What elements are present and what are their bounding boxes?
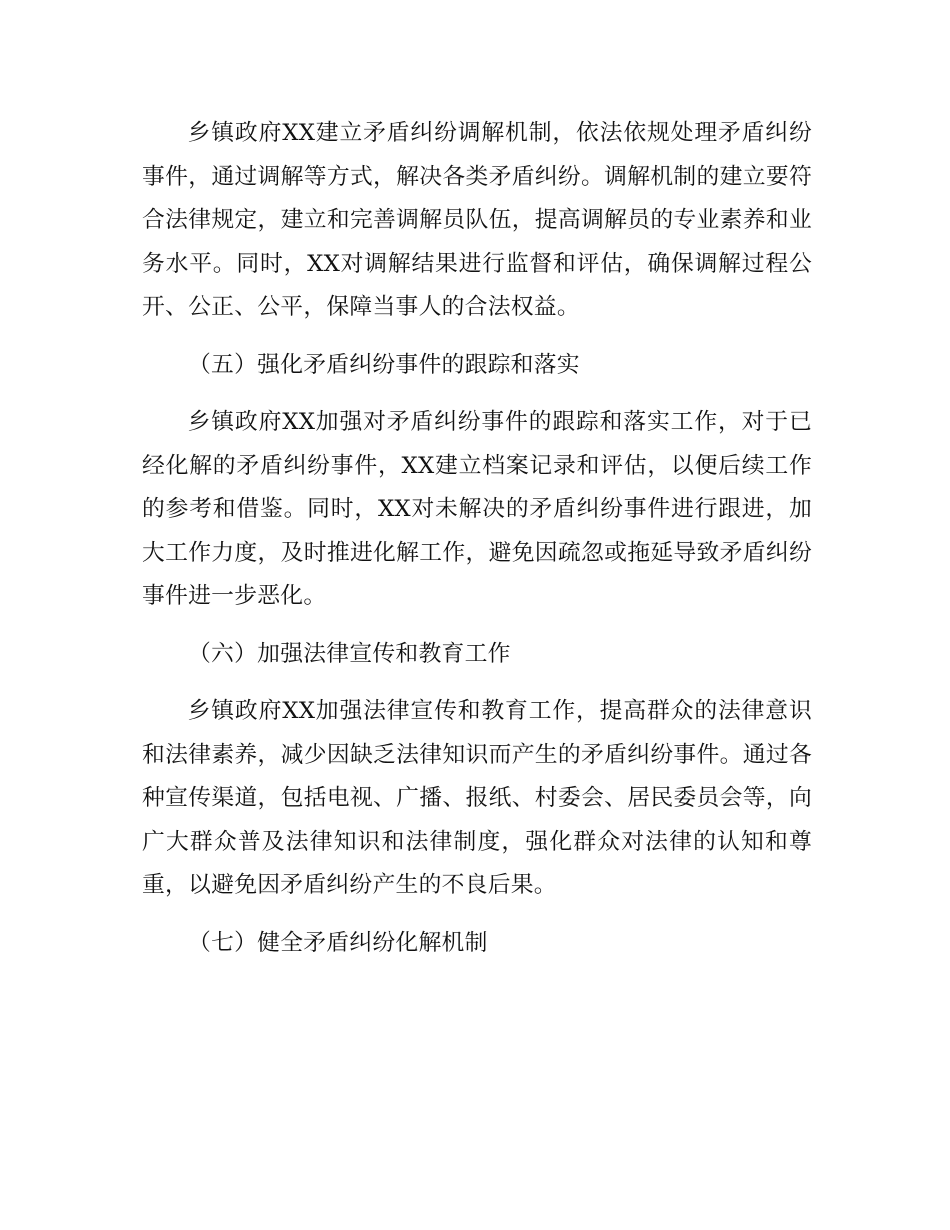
section-heading-5: （五）强化矛盾纠纷事件的跟踪和落实 [188,351,580,378]
spacer [142,387,812,401]
paragraph-mediation-mechanism: 乡镇政府XX建立矛盾纠纷调解机制，依法依规处理矛盾纠纷事件，通过调解等方式，解决各类矛盾纠纷。调解机制的建立要符合法律规定，建立和完善调解员队伍，提高调解员的专业素养和业务水平。同时，XX对调解结果进行监督和评估，确保调解过程公开、公正、公平，保障当事人的合法权益。 [142,120,812,320]
spacer [142,330,812,344]
spacer [142,676,812,690]
paragraph-tracking-implementation: 乡镇政府XX加强对矛盾纠纷事件的跟踪和落实工作，对于已经化解的矛盾纠纷事件，XX建立档案记录和评估，以便后续工作的参考和借鉴。同时，XX对未解决的矛盾纠纷事件进行跟进，加大工作力度，及时推进化解工作，避免因疏忽或拖延导致矛盾纠纷事件进一步恶化。 [142,409,812,609]
document-page [142,112,812,965]
spacer [142,908,812,922]
paragraph-legal-education: 乡镇政府XX加强法律宣传和教育工作，提高群众的法律意识和法律素养，减少因缺乏法律知识而产生的矛盾纠纷事件。通过各种宣传渠道，包括电视、广播、报纸、村委会、居民委员会等，向广大群众普及法律知识和法律制度，强化群众对法律的认知和尊重，以避免因矛盾纠纷产生的不良后果。 [142,698,812,898]
section-heading-7: （七）健全矛盾纠纷化解机制 [188,929,488,956]
spacer [142,619,812,633]
section-heading-6: （六）加强法律宣传和教育工作 [188,640,511,667]
